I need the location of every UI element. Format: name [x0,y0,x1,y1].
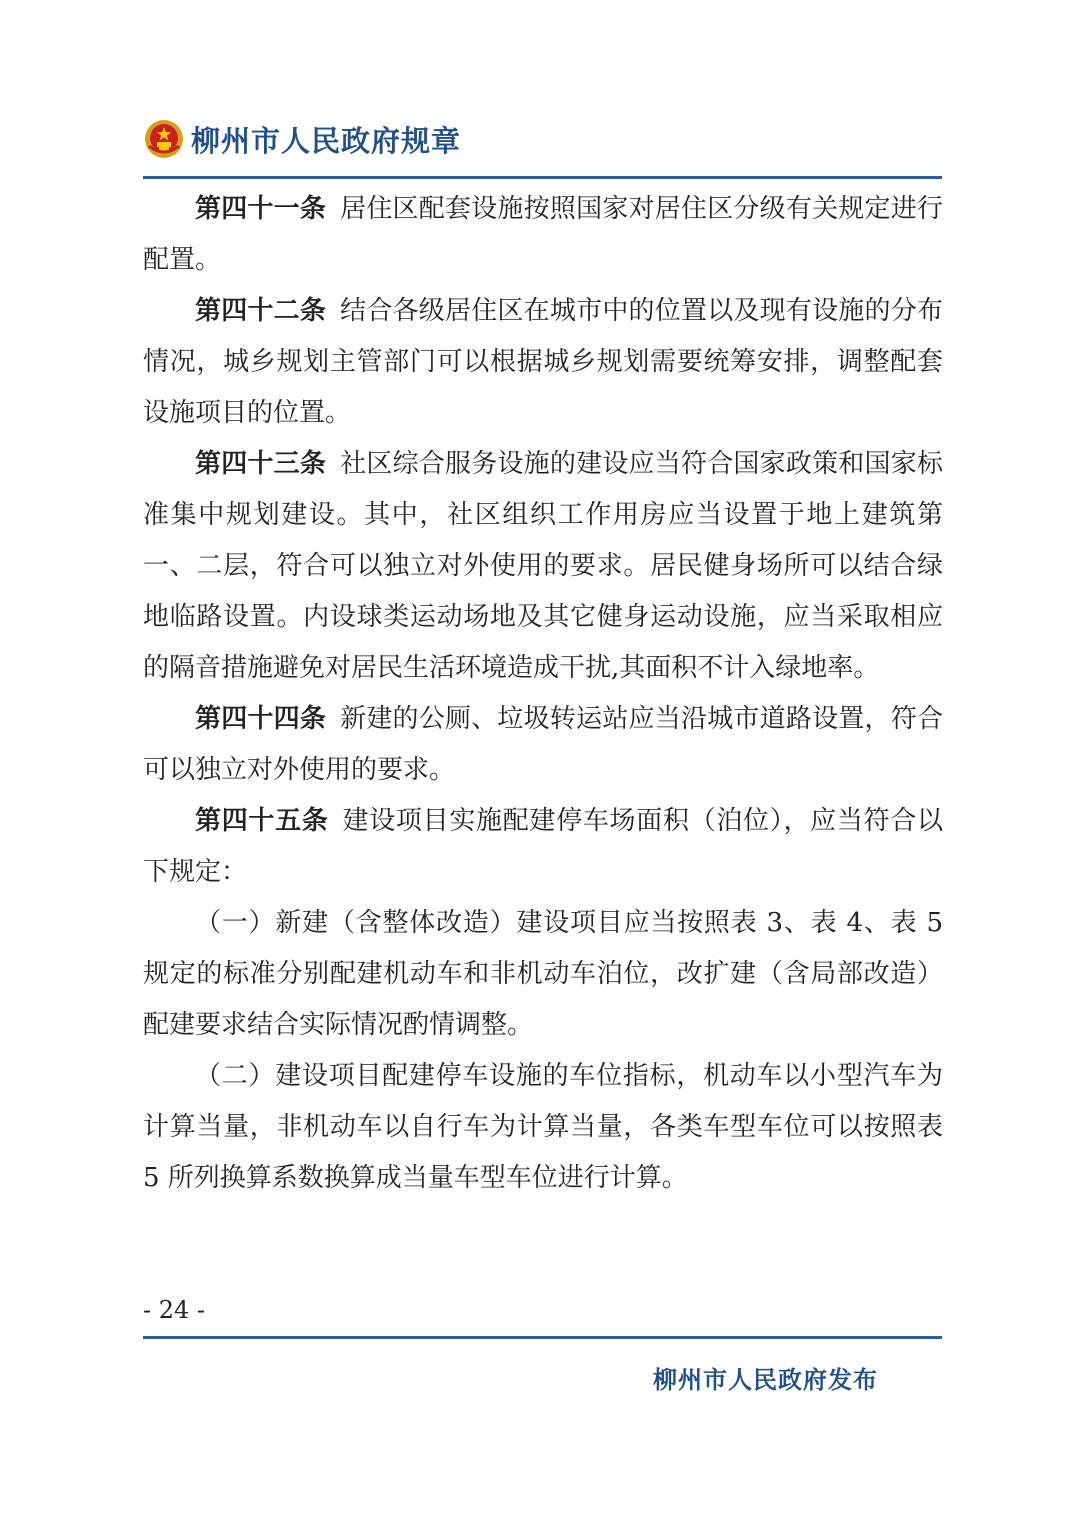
clause-1: （一）新建（含整体改造）建设项目应当按照表 3、表 4、表 5 规定的标准分别配建机动车和非机动车泊位，改扩建（含局部改造）配建要求结合实际情况酌情调整。 [143,908,943,1040]
page-number: - 24 - [143,1296,206,1324]
footer-publisher: 柳州市人民政府发布 [653,1366,878,1394]
article-text: 结合各级居住区在城市中的位置以及现有设施的分布情况，城乡规划主管部门可以根据城乡规划需要统筹安排，调整配套设施项目的位置。 [143,296,943,428]
article-41 [143,184,943,286]
article-43 [143,439,943,694]
article-text: 新建的公厕、垃圾转运站应当沿城市道路设置，符合可以独立对外使用的要求。 [143,704,943,785]
clause-2: （二）建设项目配建停车设施的车位指标，机动车以小型汽车为计算当量，非机动车以自行车为计算当量，各类车型车位可以按照表 5 所列换算系数换算成当量车型车位进行计算。 [143,1061,943,1193]
article-label: 第四十四条 [195,704,327,734]
article-text: 建设项目实施配建停车场面积（泊位），应当符合以下规定： [143,806,943,887]
article-44 [143,694,943,796]
header-divider [143,176,942,179]
document-body [143,184,943,1204]
article-label: 第四十一条 [195,194,327,224]
article-42 [143,286,943,439]
article-text: 社区综合服务设施的建设应当符合国家政策和国家标准集中规划建设。其中，社区组织工作用房应当设置于地上建筑第一、二层，符合可以独立对外使用的要求。居民健身场所可以结合绿地临路设置。内设球类运动场地及其它健身运动设施，应当采取相应的隔音措施避免对居民生活环境造成干扰,其面积不计入绿地率。 [143,449,943,683]
article-label: 第四十三条 [195,449,327,479]
national-emblem-icon [143,118,185,160]
article-label: 第四十二条 [195,296,327,326]
article-45 [143,796,943,898]
article-label: 第四十五条 [195,806,329,836]
footer-divider [143,1336,942,1339]
document-header [143,114,461,164]
header-title: 柳州市人民政府规章 [191,123,462,158]
article-text: 居住区配套设施按照国家对居住区分级有关规定进行配置。 [143,194,943,275]
